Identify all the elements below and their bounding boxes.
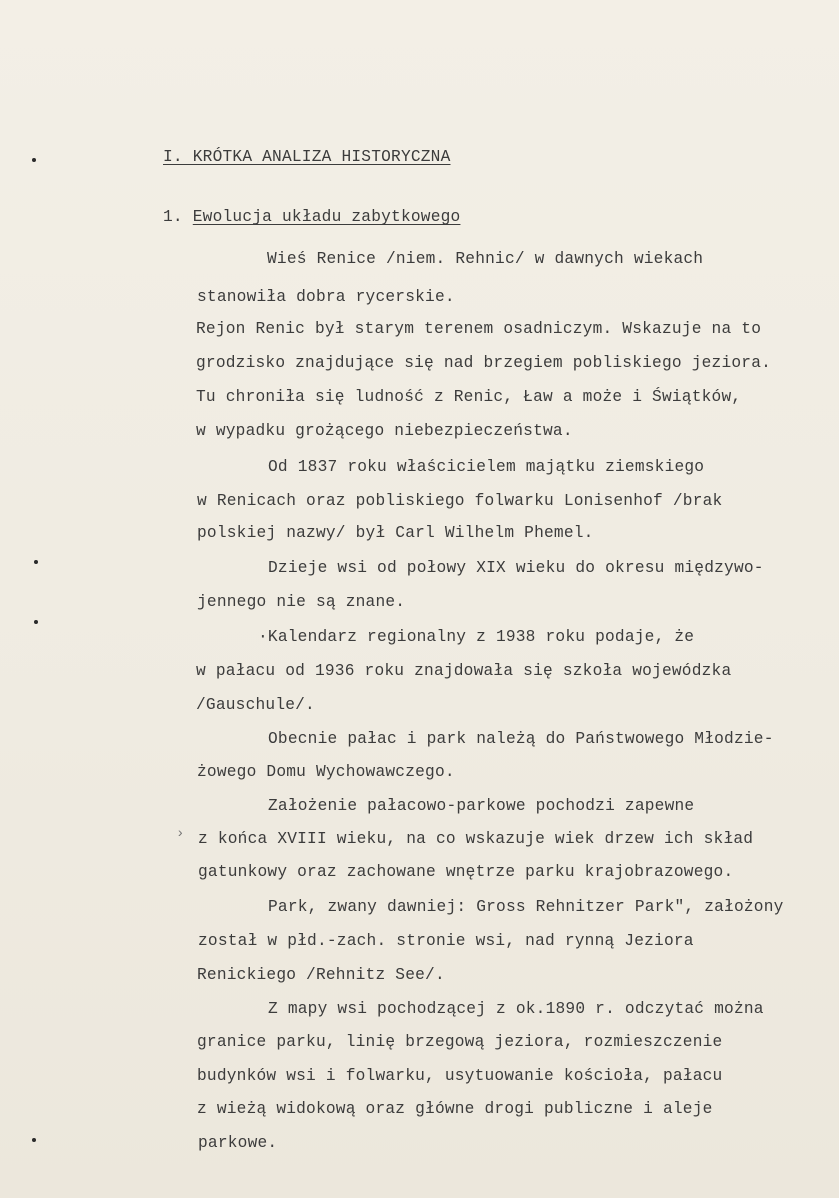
text-line: stanowiła dobra rycerskie.	[197, 288, 455, 306]
text-line: Park, zwany dawniej: Gross Rehnitzer Park", założony	[268, 898, 784, 916]
stray-mark: ›	[176, 826, 185, 842]
text-line: Obecnie pałac i park należą do Państwowego Młodzie-	[268, 730, 774, 748]
text-line: grodzisko znajdujące się nad brzegiem pobliskiego jeziora.	[196, 354, 772, 372]
text-line: żowego Domu Wychowawczego.	[197, 763, 455, 781]
subsection-heading	[163, 207, 460, 227]
text-line: jennego nie są znane.	[197, 593, 406, 611]
text-line: w wypadku grożącego niebezpieczeństwa.	[196, 422, 573, 440]
margin-mark	[34, 620, 38, 624]
text-line: w pałacu od 1936 roku znajdowała się szkoła wojewódzka	[196, 662, 732, 680]
text-line: parkowe.	[198, 1134, 278, 1152]
text-line: granice parku, linię brzegową jeziora, rozmieszczenie	[197, 1033, 723, 1051]
margin-mark	[34, 560, 38, 564]
text-line: z wieżą widokową oraz główne drogi publiczne i aleje	[197, 1100, 713, 1118]
text-line: gatunkowy oraz zachowane wnętrze parku krajobrazowego.	[198, 863, 734, 881]
text-line: Dzieje wsi od połowy XIX wieku do okresu międzywo-	[268, 559, 764, 577]
margin-mark	[32, 158, 36, 162]
text-line: został w płd.-zach. stronie wsi, nad rynną Jeziora	[198, 932, 694, 950]
text-line: Rejon Renic był starym terenem osadniczym. Wskazuje na to	[196, 320, 762, 338]
text-line: Założenie pałacowo-parkowe pochodzi zapewne	[268, 797, 695, 815]
text-line: Wieś Renice /niem. Rehnic/ w dawnych wiekach	[267, 250, 704, 268]
margin-mark	[32, 1138, 36, 1142]
text-line: z końca XVIII wieku, na co wskazuje wiek drzew ich skład	[198, 830, 754, 848]
subsection-number: 1.	[163, 208, 183, 226]
subsection-title: Ewolucja układu zabytkowego	[192, 208, 461, 226]
text-line: ·Kalendarz regionalny z 1938 roku podaje, że	[258, 628, 695, 646]
section-heading: I. KRÓTKA ANALIZA HISTORYCZNA	[163, 148, 451, 166]
text-line: /Gauschule/.	[196, 696, 315, 714]
text-line: polskiej nazwy/ był Carl Wilhelm Phemel.	[197, 524, 594, 542]
text-line: w Renicach oraz pobliskiego folwarku Lonisenhof /brak	[197, 492, 723, 510]
text-line: Z mapy wsi pochodzącej z ok.1890 r. odczytać można	[268, 1000, 764, 1018]
text-line: Tu chroniła się ludność z Renic, Ław a może i Świątków,	[196, 388, 742, 406]
text-line: Renickiego /Rehnitz See/.	[197, 966, 445, 984]
text-line: Od 1837 roku właścicielem majątku ziemskiego	[268, 458, 705, 476]
text-line: budynków wsi i folwarku, usytuowanie kościoła, pałacu	[197, 1067, 723, 1085]
